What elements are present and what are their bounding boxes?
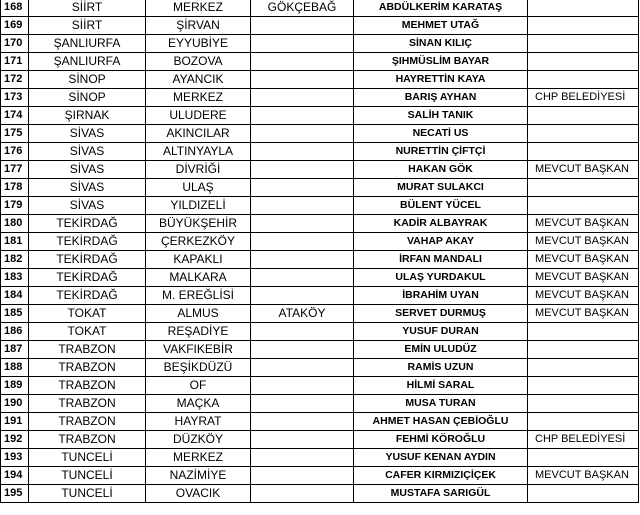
town-cell — [251, 395, 354, 413]
district-cell: AKINCILAR — [146, 125, 251, 143]
row-number: 189 — [1, 377, 29, 395]
province-cell: TOKAT — [29, 305, 146, 323]
candidate-name-cell: BÜLENT YÜCEL — [354, 197, 528, 215]
candidate-name-cell: SİNAN KILIÇ — [354, 35, 528, 53]
province-cell: ŞANLIURFA — [29, 53, 146, 71]
district-cell: EYYUBİYE — [146, 35, 251, 53]
note-cell — [528, 179, 639, 197]
district-cell: OVACIK — [146, 485, 251, 503]
district-cell: AYANCIK — [146, 71, 251, 89]
town-cell — [251, 215, 354, 233]
province-cell: TOKAT — [29, 323, 146, 341]
candidate-name-cell: İBRAHİM UYAN — [354, 287, 528, 305]
town-cell: GÖKÇEBAĞ — [251, 0, 354, 17]
candidate-name-cell: SERVET DURMUŞ — [354, 305, 528, 323]
town-cell — [251, 125, 354, 143]
table-row — [1, 305, 639, 323]
candidate-name-cell: ŞIHMÜSLİM BAYAR — [354, 53, 528, 71]
town-cell — [251, 107, 354, 125]
district-cell: MERKEZ — [146, 0, 251, 17]
row-number: 178 — [1, 179, 29, 197]
candidate-name-cell: MURAT SULAKCI — [354, 179, 528, 197]
province-cell: SİNOP — [29, 71, 146, 89]
town-cell — [251, 35, 354, 53]
district-cell: ÇERKEZKÖY — [146, 233, 251, 251]
candidate-name-cell: YUSUF KENAN AYDIN — [354, 449, 528, 467]
note-cell: MEVCUT BAŞKAN — [528, 161, 639, 179]
table-row — [1, 395, 639, 413]
row-number: 187 — [1, 341, 29, 359]
town-cell — [251, 233, 354, 251]
district-cell: ALMUS — [146, 305, 251, 323]
province-cell: ŞIRNAK — [29, 107, 146, 125]
town-cell: ATAKÖY — [251, 305, 354, 323]
province-cell: TRABZON — [29, 395, 146, 413]
candidate-name-cell: HAKAN GÖK — [354, 161, 528, 179]
table-row — [1, 35, 639, 53]
province-cell: SİİRT — [29, 0, 146, 17]
province-cell: TUNCELİ — [29, 485, 146, 503]
row-number: 192 — [1, 431, 29, 449]
candidate-name-cell: SALİH TANIK — [354, 107, 528, 125]
row-number: 174 — [1, 107, 29, 125]
district-cell: BOZOVA — [146, 53, 251, 71]
row-number: 176 — [1, 143, 29, 161]
table-row — [1, 485, 639, 503]
province-cell: SİVAS — [29, 143, 146, 161]
province-cell: SİVAS — [29, 179, 146, 197]
table-row — [1, 125, 639, 143]
town-cell — [251, 413, 354, 431]
row-number: 172 — [1, 71, 29, 89]
row-number: 168 — [1, 0, 29, 17]
table-row — [1, 449, 639, 467]
candidate-name-cell: İRFAN MANDALI — [354, 251, 528, 269]
table-row — [1, 197, 639, 215]
candidate-name-cell: ABDÜLKERİM KARATAŞ — [354, 0, 528, 17]
town-cell — [251, 431, 354, 449]
table-row — [1, 53, 639, 71]
province-cell: TRABZON — [29, 359, 146, 377]
town-cell — [251, 17, 354, 35]
district-cell: VAKFIKEBİR — [146, 341, 251, 359]
row-number: 190 — [1, 395, 29, 413]
table-row — [1, 413, 639, 431]
province-cell: SİİRT — [29, 17, 146, 35]
town-cell — [251, 143, 354, 161]
candidate-name-cell: MEHMET UTAĞ — [354, 17, 528, 35]
note-cell — [528, 377, 639, 395]
town-cell — [251, 269, 354, 287]
table-row — [1, 251, 639, 269]
town-cell — [251, 359, 354, 377]
row-number: 170 — [1, 35, 29, 53]
row-number: 186 — [1, 323, 29, 341]
table-row — [1, 287, 639, 305]
row-number: 177 — [1, 161, 29, 179]
table-row — [1, 107, 639, 125]
district-cell: ULUDERE — [146, 107, 251, 125]
note-cell — [528, 485, 639, 503]
province-cell: TEKİRDAĞ — [29, 215, 146, 233]
town-cell — [251, 89, 354, 107]
province-cell: ŞANLIURFA — [29, 35, 146, 53]
note-cell — [528, 0, 639, 17]
district-cell: MERKEZ — [146, 449, 251, 467]
district-cell: DİVRİĞİ — [146, 161, 251, 179]
note-cell: MEVCUT BAŞKAN — [528, 269, 639, 287]
table-row — [1, 161, 639, 179]
note-cell — [528, 35, 639, 53]
row-number: 183 — [1, 269, 29, 287]
table-row — [1, 341, 639, 359]
row-number: 182 — [1, 251, 29, 269]
district-cell: M. EREĞLİSİ — [146, 287, 251, 305]
table-row — [1, 0, 639, 17]
town-cell — [251, 323, 354, 341]
district-cell: MAÇKA — [146, 395, 251, 413]
town-cell — [251, 287, 354, 305]
candidate-name-cell: BARIŞ AYHAN — [354, 89, 528, 107]
note-cell: MEVCUT BAŞKAN — [528, 467, 639, 485]
row-number: 169 — [1, 17, 29, 35]
note-cell: MEVCUT BAŞKAN — [528, 251, 639, 269]
district-cell: OF — [146, 377, 251, 395]
town-cell — [251, 467, 354, 485]
row-number: 195 — [1, 485, 29, 503]
town-cell — [251, 449, 354, 467]
district-cell: BÜYÜKŞEHİR — [146, 215, 251, 233]
table-row — [1, 269, 639, 287]
note-cell — [528, 413, 639, 431]
province-cell: SİVAS — [29, 197, 146, 215]
note-cell — [528, 17, 639, 35]
town-cell — [251, 71, 354, 89]
district-cell: DÜZKÖY — [146, 431, 251, 449]
note-cell — [528, 53, 639, 71]
province-cell: TEKİRDAĞ — [29, 251, 146, 269]
row-number: 180 — [1, 215, 29, 233]
town-cell — [251, 341, 354, 359]
note-cell — [528, 107, 639, 125]
province-cell: TRABZON — [29, 341, 146, 359]
row-number: 193 — [1, 449, 29, 467]
candidate-name-cell: VAHAP AKAY — [354, 233, 528, 251]
province-cell: TRABZON — [29, 431, 146, 449]
candidate-name-cell: MUSA TURAN — [354, 395, 528, 413]
row-number: 191 — [1, 413, 29, 431]
note-cell — [528, 71, 639, 89]
candidate-name-cell: YUSUF DURAN — [354, 323, 528, 341]
district-cell: YILDIZELİ — [146, 197, 251, 215]
table-row — [1, 233, 639, 251]
candidate-name-cell: RAMİS UZUN — [354, 359, 528, 377]
district-cell: ŞİRVAN — [146, 17, 251, 35]
note-cell — [528, 359, 639, 377]
province-cell: TEKİRDAĞ — [29, 287, 146, 305]
row-number: 173 — [1, 89, 29, 107]
row-number: 184 — [1, 287, 29, 305]
note-cell: CHP BELEDİYESİ — [528, 431, 639, 449]
note-cell: MEVCUT BAŞKAN — [528, 287, 639, 305]
district-cell: NAZİMİYE — [146, 467, 251, 485]
table-row — [1, 377, 639, 395]
town-cell — [251, 197, 354, 215]
province-cell: TEKİRDAĞ — [29, 269, 146, 287]
district-cell: MERKEZ — [146, 89, 251, 107]
table-row — [1, 17, 639, 35]
town-cell — [251, 53, 354, 71]
district-cell: HAYRAT — [146, 413, 251, 431]
district-cell: KAPAKLI — [146, 251, 251, 269]
town-cell — [251, 485, 354, 503]
candidate-name-cell: HAYRETTİN KAYA — [354, 71, 528, 89]
table-row — [1, 431, 639, 449]
note-cell: MEVCUT BAŞKAN — [528, 305, 639, 323]
town-cell — [251, 377, 354, 395]
row-number: 185 — [1, 305, 29, 323]
candidate-name-cell: AHMET HASAN ÇEBİOĞLU — [354, 413, 528, 431]
row-number: 188 — [1, 359, 29, 377]
candidate-name-cell: EMİN ULUDÜZ — [354, 341, 528, 359]
note-cell — [528, 197, 639, 215]
candidate-name-cell: KADİR ALBAYRAK — [354, 215, 528, 233]
town-cell — [251, 251, 354, 269]
note-cell: MEVCUT BAŞKAN — [528, 215, 639, 233]
candidate-name-cell: CAFER KIRMIZIÇİÇEK — [354, 467, 528, 485]
table-row — [1, 323, 639, 341]
note-cell — [528, 125, 639, 143]
table-row — [1, 359, 639, 377]
district-cell: MALKARA — [146, 269, 251, 287]
province-cell: TUNCELİ — [29, 467, 146, 485]
note-cell — [528, 449, 639, 467]
town-cell — [251, 179, 354, 197]
candidate-name-cell: NURETTİN ÇİFTÇİ — [354, 143, 528, 161]
district-cell: ULAŞ — [146, 179, 251, 197]
row-number: 179 — [1, 197, 29, 215]
table-body — [1, 0, 639, 503]
note-cell: CHP BELEDİYESİ — [528, 89, 639, 107]
candidate-name-cell: ULAŞ YURDAKUL — [354, 269, 528, 287]
candidate-name-cell: FEHMİ KÖROĞLU — [354, 431, 528, 449]
row-number: 171 — [1, 53, 29, 71]
province-cell: TUNCELİ — [29, 449, 146, 467]
candidate-name-cell: NECATİ US — [354, 125, 528, 143]
table-row — [1, 89, 639, 107]
table-row — [1, 467, 639, 485]
note-cell — [528, 143, 639, 161]
candidate-name-cell: MUSTAFA SARIGÜL — [354, 485, 528, 503]
row-number: 194 — [1, 467, 29, 485]
note-cell: MEVCUT BAŞKAN — [528, 233, 639, 251]
table-row — [1, 215, 639, 233]
note-cell — [528, 323, 639, 341]
row-number: 175 — [1, 125, 29, 143]
town-cell — [251, 161, 354, 179]
table-row — [1, 71, 639, 89]
province-cell: SİNOP — [29, 89, 146, 107]
district-cell: BEŞİKDÜZÜ — [146, 359, 251, 377]
district-cell: REŞADİYE — [146, 323, 251, 341]
row-number: 181 — [1, 233, 29, 251]
province-cell: SİVAS — [29, 125, 146, 143]
district-cell: ALTINYAYLA — [146, 143, 251, 161]
candidate-name-cell: HİLMİ SARAL — [354, 377, 528, 395]
table-row — [1, 179, 639, 197]
province-cell: TRABZON — [29, 377, 146, 395]
note-cell — [528, 341, 639, 359]
note-cell — [528, 395, 639, 413]
province-cell: TRABZON — [29, 413, 146, 431]
province-cell: SİVAS — [29, 161, 146, 179]
province-cell: TEKİRDAĞ — [29, 233, 146, 251]
table-row — [1, 143, 639, 161]
